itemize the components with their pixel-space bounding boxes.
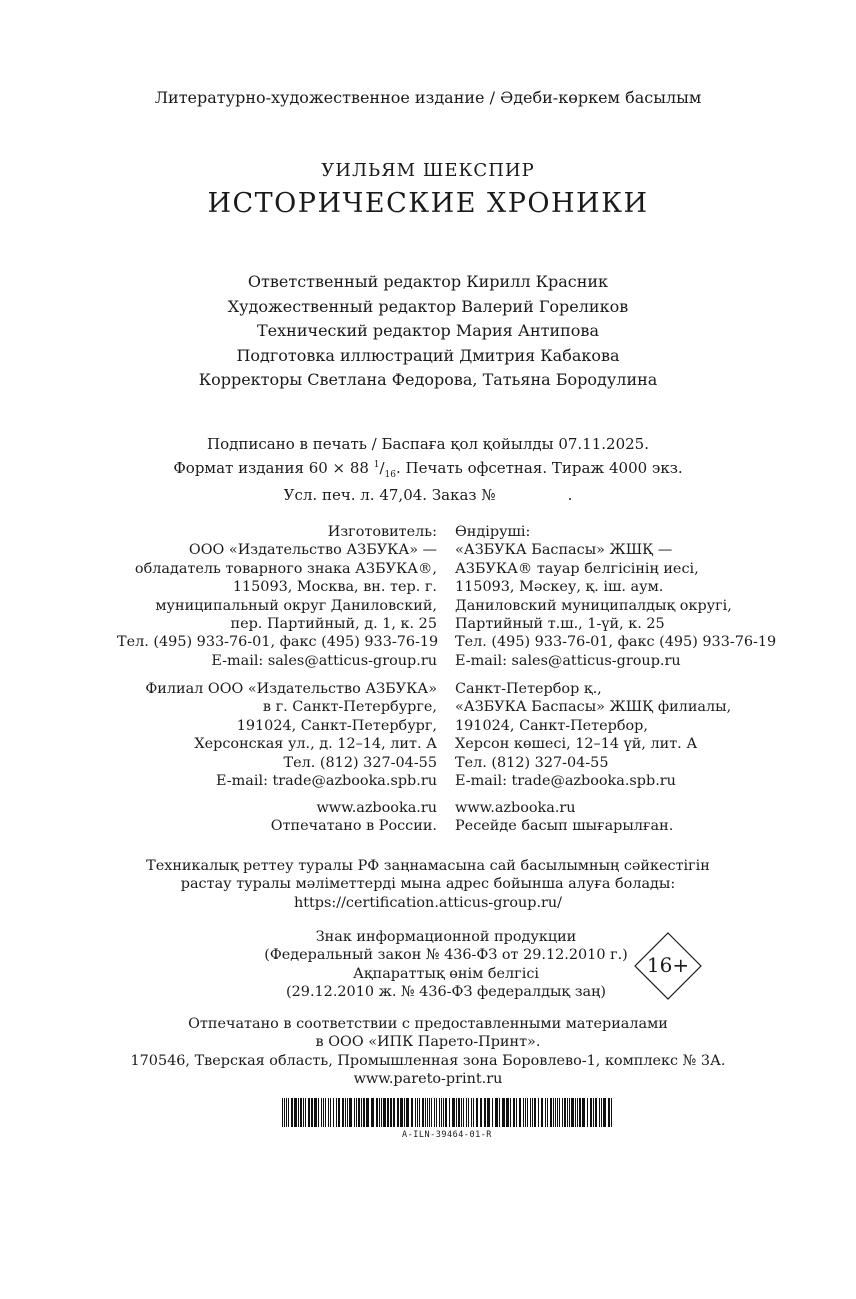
info-mark-line: Ақпараттық өнім белгісі [352,965,539,982]
publisher-kz-line: АЗБУКА® тауар белгісінің иесі, [455,560,699,577]
barcode-bar [425,1098,426,1127]
barcode-bar [527,1098,528,1127]
barcode-bar [452,1098,455,1127]
publisher-kz-line: Тел. (495) 933-76-01, факс (495) 933-76-19 [455,634,777,651]
barcode-bar [376,1098,378,1127]
barcode-graphic [282,1098,612,1127]
barcode-bar [361,1098,362,1127]
barcode-bar [555,1098,556,1127]
barcode-bar [541,1098,543,1127]
web-ru [117,799,437,836]
barcode-bar [532,1098,533,1127]
barcode-bar [383,1098,386,1127]
barcode-bar [390,1098,392,1127]
info-mark-block [246,928,646,1002]
publisher-ru-line: муниципальный округ Даниловский, [155,597,437,614]
barcode-bar [456,1098,457,1127]
barcode-bar [545,1098,546,1127]
barcode-bar [547,1098,548,1127]
barcode-bar [347,1098,348,1127]
publisher-kz-line: Партийный т.ш., 1-үй, к. 25 [455,616,665,633]
barcode-bar [466,1098,467,1127]
barcode-bar [286,1098,287,1127]
publisher-kz-line: Өндіруші: [455,524,531,540]
barcode-bar [291,1098,293,1127]
publisher-kz [455,523,795,670]
barcode-bar [393,1098,395,1127]
credit-line: Художественный редактор Валерий Гореликов [227,296,629,316]
barcode-bar [305,1098,306,1127]
barcode-bar [349,1098,352,1127]
web-kz [455,799,795,836]
publisher-kz-line: 115093, Мәскеу, қ. іш. аум. [455,579,664,596]
barcode-bar [298,1098,299,1127]
barcode-bar [417,1098,418,1127]
printer-line: 170546, Тверская область, Промышленная зона Боровлево-1, комплекс № 3А. [130,1052,726,1069]
barcode-bar [397,1098,399,1127]
barcode-bar [429,1098,430,1127]
barcode-bar [400,1098,403,1127]
barcode-bar [557,1098,558,1127]
barcode-bar [525,1098,526,1127]
branch-ru-line: E-mail: trade@azbooka.spb.ru [216,773,437,790]
barcode-bar [502,1098,505,1127]
barcode-bar [336,1098,337,1127]
barcode-bar [553,1098,554,1127]
barcode-bar [608,1098,610,1127]
barcode-bar [611,1098,612,1127]
barcode-bar [523,1098,524,1127]
barcode-bar [461,1098,462,1127]
edition-type: Литературно-художественное издание / Әдеби-көркем басылым [154,88,702,107]
barcode-bar [577,1098,578,1127]
barcode-bar [345,1098,346,1127]
barcode-bar [587,1098,588,1127]
info-mark-line: (Федеральный закон № 436-ФЗ от 29.12.2010 г.) [264,947,628,964]
branch-kz-line: Херсон көшесі, 12–14 үй, лит. А [455,736,698,753]
barcode-bar [550,1098,552,1127]
barcode-bar [415,1098,416,1127]
barcode-bar [354,1098,355,1127]
barcode-bar [387,1098,389,1127]
barcode-bar [381,1098,382,1127]
barcode-bar [330,1098,331,1127]
barcode-bar [506,1098,509,1127]
branch-ru-line: в г. Санкт-Петербурге, [262,699,437,716]
barcode-bar [582,1098,585,1127]
branch-kz-line: Санкт-Петербор қ., [455,681,602,697]
barcode-bar [595,1098,597,1127]
publisher-ru-line: 115093, Москва, вн. тер. г. [232,579,437,596]
barcode-bar [564,1098,566,1127]
printer-block [0,1015,856,1089]
publisher-kz-line: E-mail: sales@atticus-group.ru [455,652,681,669]
barcode-bar [303,1098,304,1127]
branch-kz [455,680,795,790]
publisher-ru-line: E-mail: sales@atticus-group.ru [211,652,437,669]
barcode-bar [487,1098,490,1127]
barcode-bar [468,1098,469,1127]
barcode-bar [441,1098,442,1127]
publisher-ru-line: Тел. (495) 933-76-01, факс (495) 933-76-19 [117,634,439,651]
barcode-bar [358,1098,360,1127]
barcode-bar [288,1098,289,1127]
certification-block [0,857,856,912]
barcode-bar [484,1098,486,1127]
publisher-ru-line: обладатель товарного знака АЗБУКА®, [134,560,437,577]
barcode-bar [333,1098,334,1127]
credits-block [0,270,856,393]
barcode-bar [476,1098,478,1127]
barcode-bar [379,1098,380,1127]
printer-url: www.pareto-print.ru [353,1071,503,1088]
publisher-ru-line: Изготовитель: [327,524,437,540]
certification-url: https://certification.atticus-group.ru/ [293,894,563,911]
barcode-bar [314,1098,317,1127]
barcode-bar [510,1098,511,1127]
barcode-bar [439,1098,440,1127]
barcode-bar [325,1098,326,1127]
barcode-bar [593,1098,594,1127]
barcode-bar [443,1098,444,1127]
barcode-bar [538,1098,539,1127]
branch-ru [117,680,437,790]
barcode-bar [480,1098,482,1127]
barcode-bar [534,1098,536,1127]
barcode-bar [282,1098,283,1127]
barcode-bar [404,1098,405,1127]
barcode-bar [559,1098,560,1127]
barcode-bar [599,1098,600,1127]
barcode-bar [419,1098,420,1127]
barcode-bar [567,1098,568,1127]
barcode-bar [323,1098,324,1127]
credit-line: Подготовка иллюстраций Дмитрия Кабакова [236,345,620,365]
barcode-bar [449,1098,450,1127]
barcode-bar [495,1098,498,1127]
branch-kz-line: «АЗБУКА Баспасы» ЖШҚ филиалы, [455,699,732,716]
barcode-bar [575,1098,576,1127]
barcode-bar [371,1098,374,1127]
credit-line: Технический редактор Мария Антипова [257,321,599,340]
certification-line: растау туралы мәліметтерді мына адрес бойынша алуға болады: [180,876,676,893]
branch-kz-line: Тел. (812) 327-04-55 [455,754,609,771]
barcode-bar [516,1098,517,1127]
website-link: www.azbooka.ru [316,800,437,816]
printer-line: в ООО «ИПК Парето-Принт». [315,1034,541,1051]
certification-line: Техникалық реттеу туралы РФ заңнамасына сай басылымның сәйкестігін [146,858,710,874]
barcode-bar [431,1098,432,1127]
branch-kz-line: 191024, Санкт-Петербор, [455,717,648,734]
barcode-bar [562,1098,563,1127]
barcode-bar [308,1098,310,1127]
barcode-bar [571,1098,574,1127]
publisher-ru-line: пер. Партийный, д. 1, к. 25 [230,616,437,633]
barcode-bar [356,1098,357,1127]
printed-in-label: Ресейде басып шығарылған. [455,818,674,835]
info-mark-line: (29.12.2010 ж. № 436-ФЗ федералдық заң) [286,984,606,1001]
barcode-bar [473,1098,474,1127]
printer-line: Отпечатано в соответствии с предоставленными материалами [188,1016,668,1032]
barcode-bar [342,1098,344,1127]
barcode-bar [363,1098,365,1127]
barcode-bar [445,1098,447,1127]
barcode-text: A-ILN-39464-01-R [402,1130,492,1140]
print-info [0,434,856,506]
barcode-bar [366,1098,369,1127]
branch-ru-line: Филиал ООО «Издательство АЗБУКА» [145,681,437,697]
format-line: Формат издания 60 × 88 $^1/_{16}$. Печать офсетная. Тираж 4000 экз. [173,458,683,480]
book-title: ИСТОРИЧЕСКИЕ ХРОНИКИ [207,188,649,219]
age-rating-label: 16+ [646,953,690,977]
publisher-kz-line: «АЗБУКА Баспасы» ЖШҚ — [455,542,673,559]
publisher-ru-line: ООО «Издательство АЗБУКА» — [188,542,437,559]
branch-ru-line: 191024, Санкт-Петербург, [236,717,437,734]
signed-line: Подписано в печать / Баспаға қол қойылды 07.11.2025. [207,435,649,453]
barcode-bar [569,1098,570,1127]
website-link: www.azbooka.ru [455,800,576,816]
barcode-bar [300,1098,302,1127]
barcode-bar [458,1098,460,1127]
branch-kz-line: E-mail: trade@azbooka.spb.ru [455,773,676,790]
barcode-bar [406,1098,409,1127]
barcode-bar [590,1098,592,1127]
author-name: УИЛЬЯМ ШЕКСПИР [321,160,535,181]
barcode-bar [311,1098,313,1127]
barcode-bar [579,1098,581,1127]
barcode-bar [318,1098,319,1127]
barcode-bar [321,1098,322,1127]
info-mark-line: Знак информационной продукции [315,929,577,945]
barcode-bar [499,1098,500,1127]
branch-ru-line: Херсонская ул., д. 12–14, лит. А [194,736,437,753]
barcode-bar [328,1098,329,1127]
credit-line: Корректоры Светлана Федорова, Татьяна Бородулина [198,370,658,389]
barcode-bar [513,1098,515,1127]
barcode-bar [422,1098,424,1127]
barcode-bar [284,1098,285,1127]
barcode-bar [338,1098,340,1127]
publisher-kz-line: Даниловский муниципалдық округі, [455,597,732,614]
barcode-bar [492,1098,493,1127]
barcode-bar [463,1098,464,1127]
credit-line: Ответственный редактор Кирилл Красник [247,272,609,291]
barcode-bar [411,1098,413,1127]
branch-ru-line: Тел. (812) 327-04-55 [283,754,437,771]
age-rating-badge [634,932,702,1000]
barcode-bar [427,1098,428,1127]
barcode-bar [530,1098,531,1127]
barcode-bar [601,1098,602,1127]
barcode-bar [434,1098,435,1127]
barcode-bar [436,1098,437,1127]
barcode-bar [294,1098,297,1127]
barcode-bar [471,1098,472,1127]
barcode-bar [603,1098,606,1127]
publisher-ru [117,523,437,670]
sheets-line: Усл. печ. л. 47,04. Заказ № . [283,486,573,504]
barcode-bar [519,1098,521,1127]
printed-in-label: Отпечатано в России. [270,818,437,835]
